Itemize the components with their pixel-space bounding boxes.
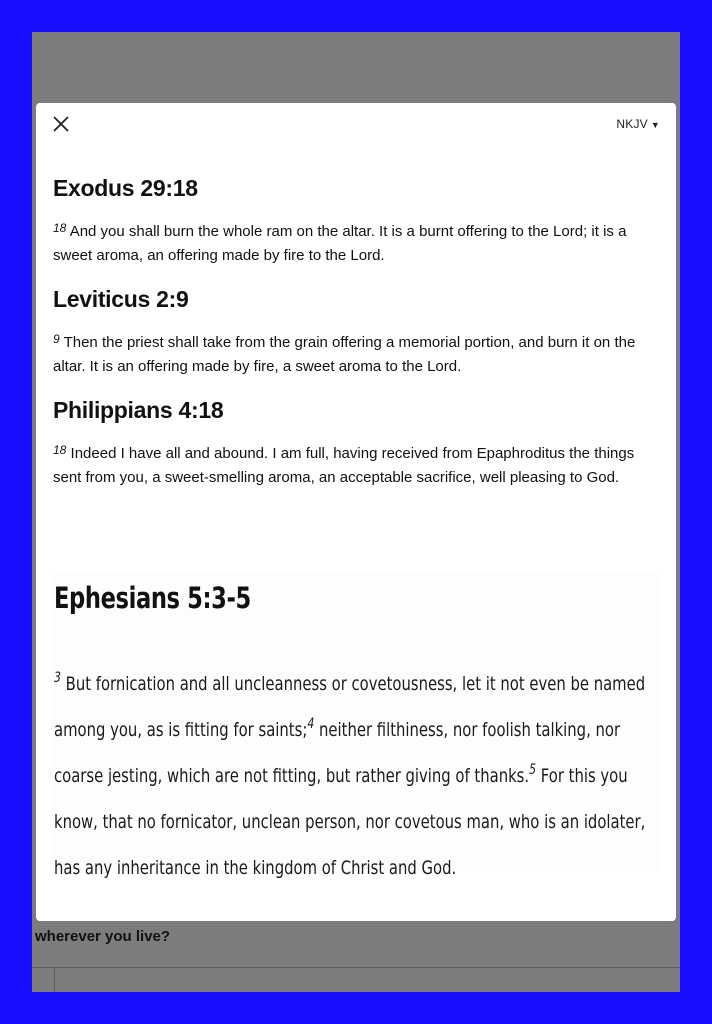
verse-body: And you shall burn the whole ram on the altar. It is a burnt offering to the Lord; it is a sweet aroma, an offering made by fire to the Lord.: [53, 223, 627, 264]
verse-text: [53, 220, 663, 268]
pasted-passage-image: [50, 573, 662, 879]
verse-text: [53, 331, 663, 379]
verse-body: Indeed I have all and abound. I am full, having received from Epaphroditus the things sent from you, a sweet-smelling aroma, an acceptable sacrifice, well pleasing to God.: [53, 445, 635, 486]
passage-reference[interactable]: Philippians 4:18: [53, 397, 224, 423]
passages-list: [53, 175, 663, 508]
verse-text: [53, 442, 663, 490]
passage-reference: Ephesians 5:3-5: [54, 581, 251, 615]
verse-number: 18: [53, 221, 67, 235]
background-divider-vertical: [54, 967, 55, 992]
version-label: NKJV: [616, 117, 648, 131]
caret-down-icon: ▼: [650, 120, 660, 130]
passage-reference[interactable]: Exodus 29:18: [53, 175, 198, 201]
close-icon: [50, 113, 72, 135]
passage-reference[interactable]: Leviticus 2:9: [53, 286, 189, 312]
verse-number: 18: [53, 443, 67, 457]
verse-popup-modal: [36, 103, 676, 921]
verse-number: 5: [529, 762, 537, 778]
verse-number: 4: [307, 716, 315, 732]
verse-text: [54, 661, 655, 891]
passage-leviticus: [53, 286, 663, 379]
passage-exodus: [53, 175, 663, 268]
verse-number: 9: [53, 332, 60, 346]
verse-number: 3: [54, 670, 61, 686]
bible-version-dropdown[interactable]: [616, 117, 660, 131]
background-question-text: wherever you live?: [35, 928, 171, 945]
verse-body: neither filthiness, nor foolish talking, nor coarse jesting, which are not fitting, but rather giving of thanks.: [54, 719, 621, 787]
passage-philippians: [53, 397, 663, 490]
verse-body: Then the priest shall take from the grain offering a memorial portion, and burn it on the altar. It is an offering made by fire, a sweet aroma to the Lord.: [53, 334, 636, 375]
verse-body: For this you know, that no fornicator, unclean person, nor covetous man, who is an idolater, has any inheritance in the kingdom of Christ and God.: [54, 765, 646, 879]
close-button[interactable]: [50, 113, 72, 135]
verse-body: But fornication and all uncleanness or covetousness, let it not even be named among you, as is fitting for saints;: [54, 673, 646, 741]
background-divider: [32, 967, 680, 968]
